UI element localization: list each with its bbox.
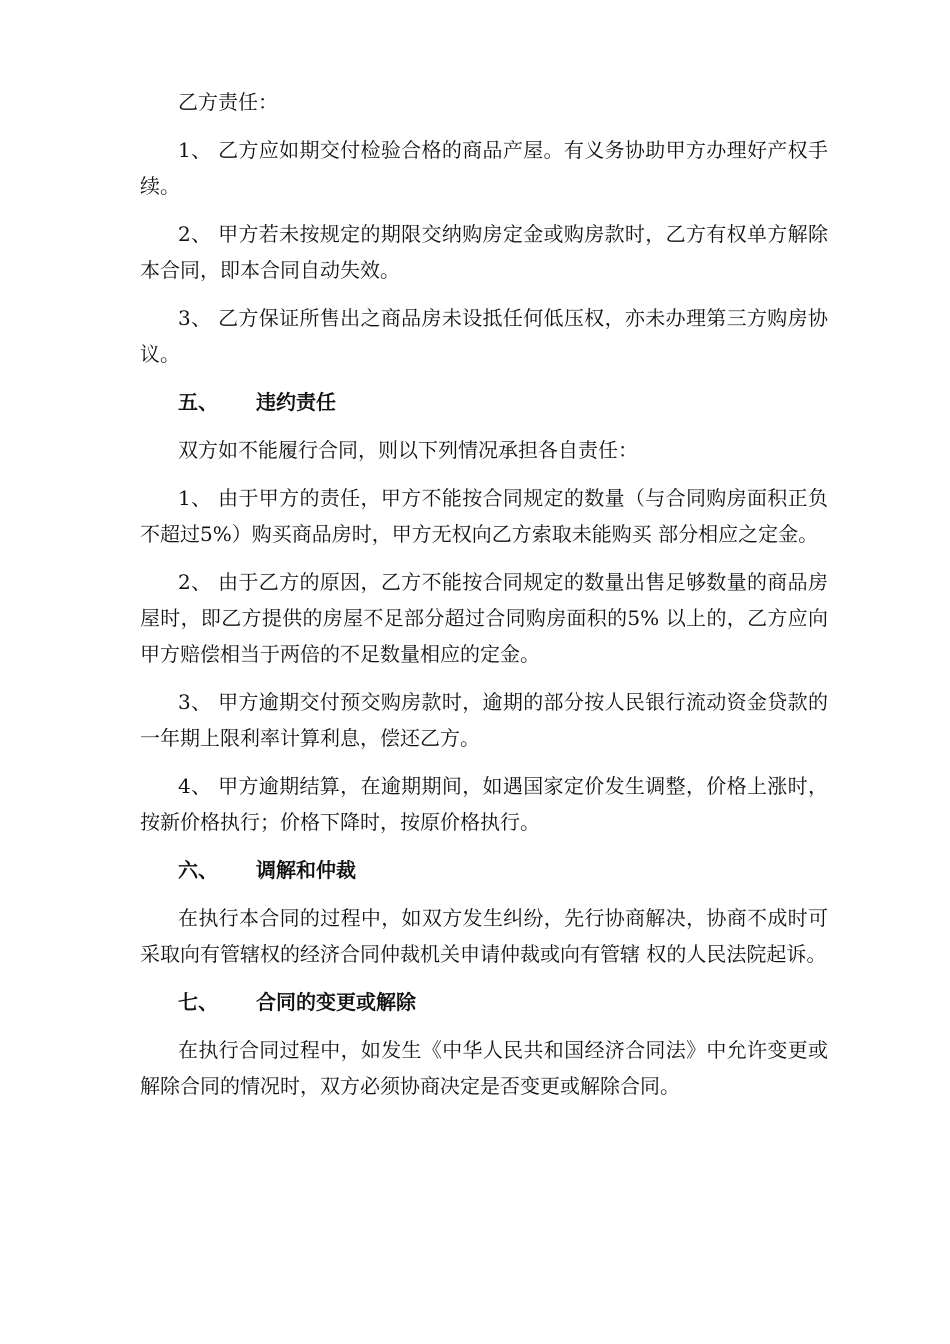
paragraph-arbitration: 在执行本合同的过程中，如双方发生纠纷，先行协商解决，协商不成时可采取向有管辖权的经济合同仲裁机关申请仲裁或向有管辖 权的人民法院起诉。 (140, 906, 828, 966)
section-heading-arbitration (140, 852, 828, 888)
paragraph-b-clause-1: 1、 乙方应如期交付检验合格的商品产屋。有义务协助甲方办理好产权手续。 (140, 138, 828, 198)
paragraph-party-b-responsibility: 乙方责任： (178, 90, 278, 114)
section-number: 六、 (178, 858, 218, 882)
section-number: 七、 (178, 990, 218, 1014)
paragraph-breach-intro: 双方如不能履行合同，则以下列情况承担各自责任： (178, 438, 638, 462)
section-title: 调解和仲裁 (256, 858, 356, 882)
paragraph-breach-clause-2: 2、 由于乙方的原因，乙方不能按合同规定的数量出售足够数量的商品房屋时，即乙方提供的房屋不足部分超过合同购房面积的5% 以上的，乙方应向甲方赔偿相当于两倍的不足数量相应的定金。 (140, 570, 828, 666)
paragraph-b-clause-3: 3、 乙方保证所售出之商品房未设抵任何低压权，亦未办理第三方购房协议。 (140, 306, 828, 366)
section-heading-breach (140, 384, 828, 420)
section-title: 违约责任 (256, 390, 336, 414)
section-number: 五、 (178, 390, 218, 414)
paragraph-breach-clause-3: 3、 甲方逾期交付预交购房款时，逾期的部分按人民银行流动资金贷款的一年期上限利率计算利息，偿还乙方。 (140, 690, 828, 750)
paragraph-modification: 在执行合同过程中，如发生《中华人民共和国经济合同法》中允许变更或解除合同的情况时，双方必须协商决定是否变更或解除合同。 (140, 1038, 828, 1098)
paragraph-breach-clause-1: 1、 由于甲方的责任，甲方不能按合同规定的数量（与合同购房面积正负不超过5%）购买商品房时，甲方无权向乙方索取未能购买 部分相应之定金。 (140, 486, 828, 546)
document-page (140, 84, 828, 1104)
section-title: 合同的变更或解除 (256, 990, 416, 1014)
section-heading-modification (140, 984, 828, 1020)
paragraph-breach-clause-4: 4、 甲方逾期结算，在逾期期间，如遇国家定价发生调整，价格上涨时，按新价格执行；价格下降时，按原价格执行。 (140, 774, 828, 834)
paragraph-b-clause-2: 2、 甲方若未按规定的期限交纳购房定金或购房款时，乙方有权单方解除本合同，即本合同自动失效。 (140, 222, 828, 282)
